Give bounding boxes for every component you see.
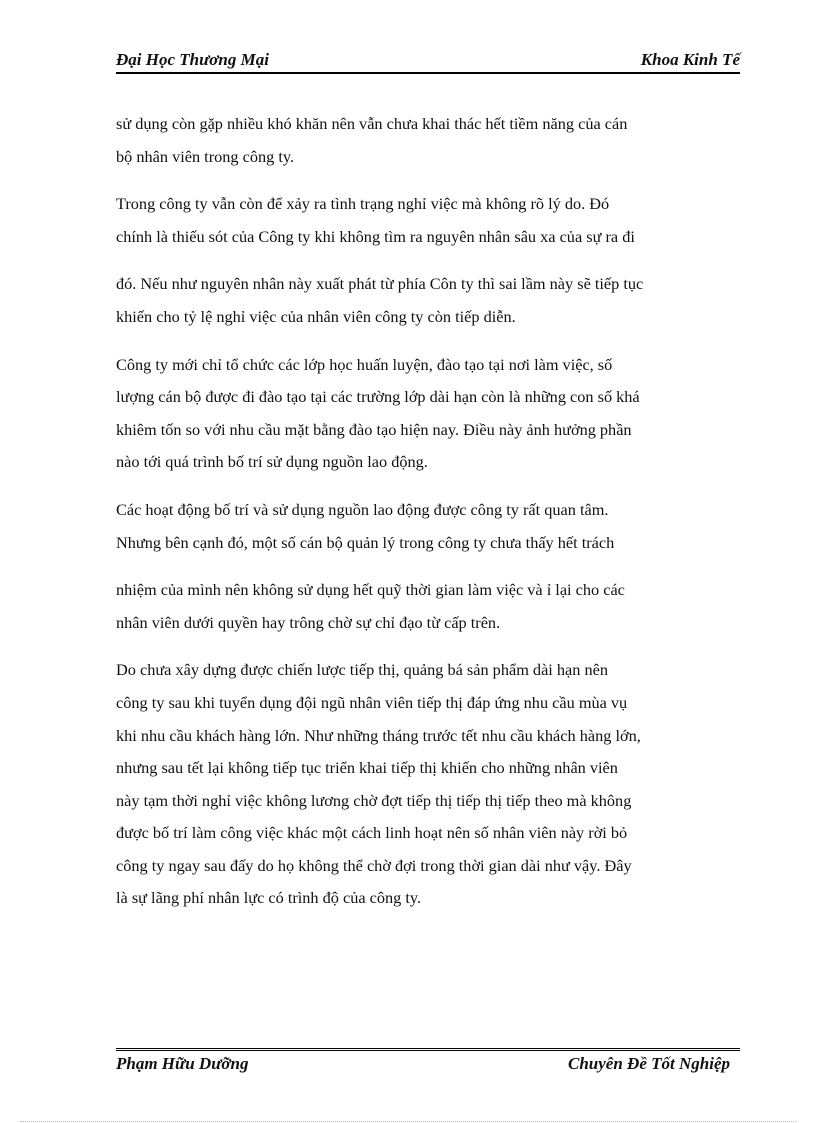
paragraph-2	[116, 188, 740, 333]
text-line: nhiệm của mình nên không sử dụng hết quỹ thời gian làm việc và ỉ lại cho các	[116, 580, 625, 600]
text-line: nào tới quá trình bố trí sử dụng nguồn lao động.	[116, 452, 428, 472]
text-line: lượng cán bộ được đi đào tạo tại các trường lớp dài hạn còn là những con số khá	[116, 387, 640, 407]
footer-title: Chuyên Đề Tốt Nghiệp	[568, 1054, 730, 1073]
text-line: này tạm thời nghỉ việc không lương chờ đợt tiếp thị tiếp thị tiếp theo mà không	[116, 790, 632, 810]
text-line: Công ty mới chỉ tổ chức các lớp học huấn luyện, đào tạo tại nơi làm việc, số	[116, 354, 613, 374]
text-line: chính là thiếu sót của Công ty khi không tìm ra nguyên nhân sâu xa của sự ra đi	[116, 226, 635, 246]
text-line: Nhưng bên cạnh đó, một số cán bộ quản lý trong công ty chưa thấy hết trách	[116, 532, 615, 552]
paragraph-3	[116, 349, 740, 479]
text-line: công ty sau khi tuyển dụng đội ngũ nhân viên tiếp thị đáp ứng nhu cầu mùa vụ	[116, 692, 628, 712]
text-line: khi nhu cầu khách hàng lớn. Như những tháng trước tết nhu cầu khách hàng lớn,	[116, 725, 641, 745]
text-line: công ty ngay sau đấy do họ không thể chờ đợi trong thời gian dài như vậy. Đây	[116, 855, 632, 875]
document-body	[116, 108, 740, 915]
text-line: được bố trí làm công việc khác một cách linh hoạt nên số nhân viên này rời bỏ	[116, 823, 628, 843]
text-line: bộ nhân viên trong công ty.	[116, 146, 295, 166]
header-university: Đại Học Thương Mại	[116, 50, 269, 69]
text-line: nhân viên dưới quyền hay trông chờ sự chỉ đạo từ cấp trên.	[116, 612, 501, 632]
paragraph-4	[116, 494, 740, 639]
text-line: sử dụng còn gặp nhiều khó khăn nên vẫn chưa khai thác hết tiềm năng của cán	[116, 114, 628, 133]
text-line: đó. Nếu như nguyên nhân này xuất phát từ phía Côn ty thì sai lầm này sẽ tiếp tục	[116, 274, 644, 294]
paragraph-5	[116, 654, 740, 915]
page-header	[116, 50, 740, 74]
text-line: Các hoạt động bố trí và sử dụng nguồn lao động được công ty rất quan tâm.	[116, 499, 609, 519]
text-line: nhưng sau tết lại không tiếp tục triển khai tiếp thị khiến cho những nhân viên	[116, 758, 618, 778]
text-line: khiêm tốn so với nhu cầu mặt bằng đào tạo hiện nay. Điều này ảnh hưởng phần	[116, 419, 632, 439]
paragraph-1	[116, 108, 740, 173]
page-bottom-divider	[20, 1121, 796, 1122]
text-line: Do chưa xây dựng được chiến lược tiếp thị, quảng bá sản phẩm dài hạn nên	[116, 660, 608, 680]
header-faculty: Khoa Kinh Tế	[640, 50, 740, 69]
text-line: khiến cho tỷ lệ nghỉ việc của nhân viên công ty còn tiếp diễn.	[116, 306, 516, 326]
text-line: Trong công ty vẫn còn để xảy ra tình trạng nghỉ việc mà không rõ lý do. Đó	[116, 194, 610, 214]
footer-author: Phạm Hữu Dưỡng	[116, 1054, 249, 1073]
text-line: là sự lãng phí nhân lực có trình độ của công ty.	[116, 888, 422, 908]
footer-rule	[116, 1048, 740, 1051]
